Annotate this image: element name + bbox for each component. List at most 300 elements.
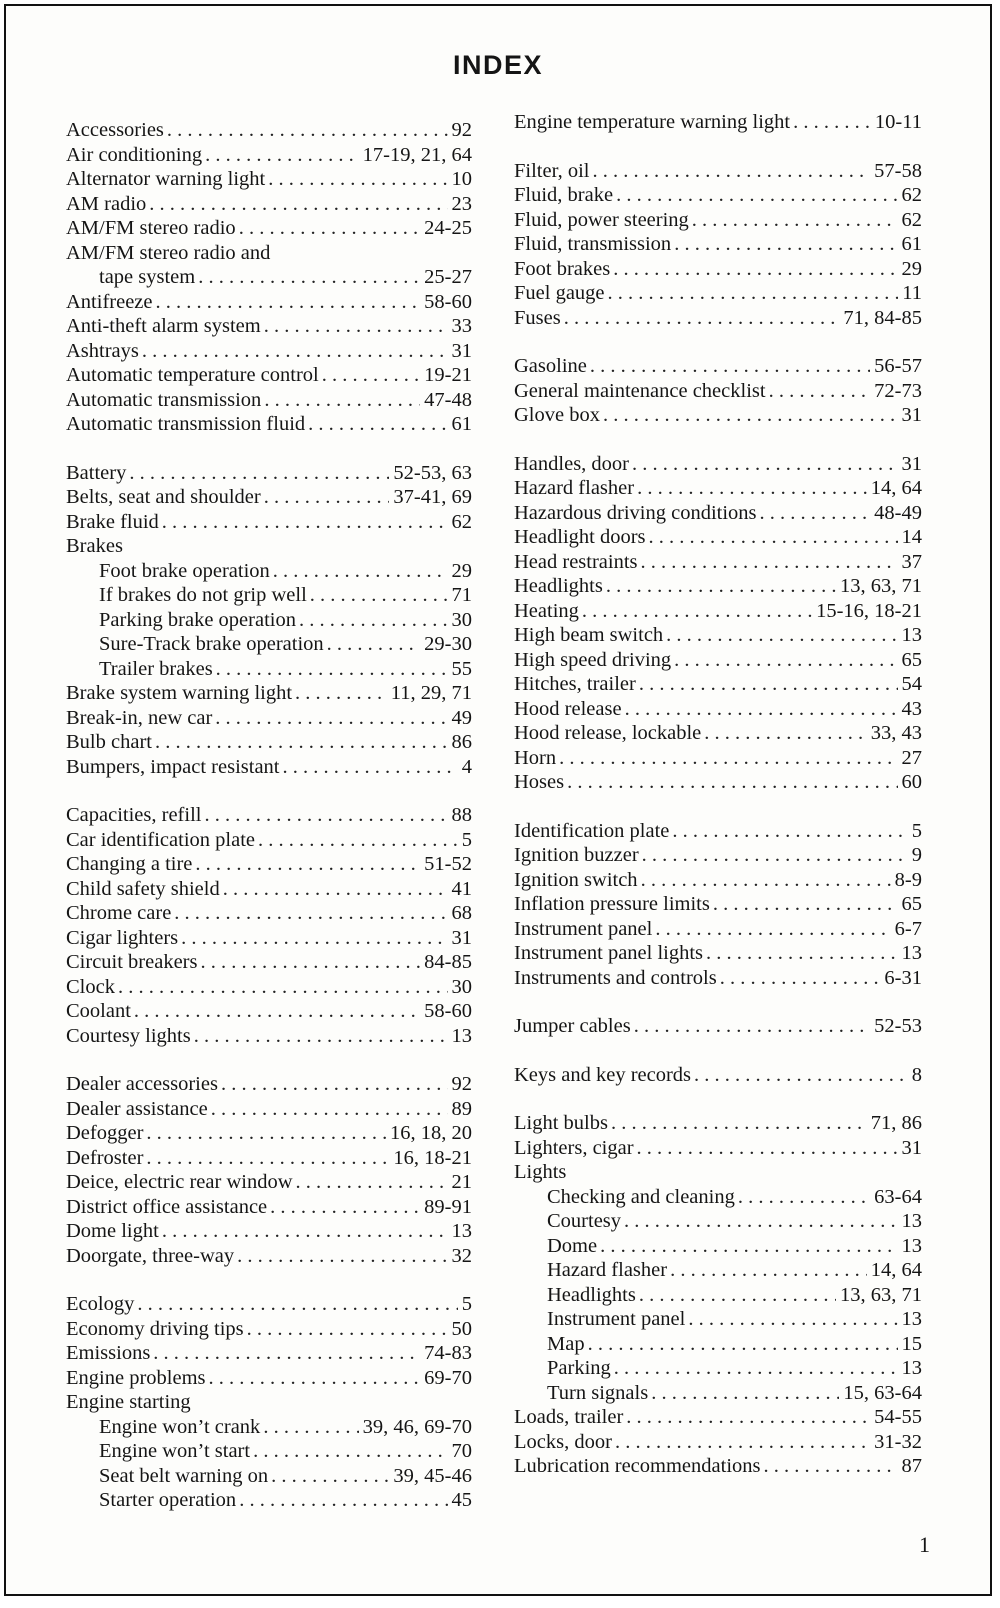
dot-leader [292,681,387,706]
page-title: INDEX [452,50,544,80]
index-entry-label: Engine temperature warning light [514,111,791,133]
index-entry [547,1356,922,1381]
index-entry [66,1317,472,1342]
dot-leader [134,1292,457,1317]
index-entry [514,1014,922,1039]
dot-leader [646,525,898,550]
index-entry [66,1170,472,1195]
index-entry [66,706,472,731]
index-entry-label: Accessories [66,119,164,141]
index-entry [514,574,922,599]
index-entry [514,525,922,550]
index-entry [66,852,472,877]
index-entry [66,290,472,315]
index-entry-pages: 54 [901,673,922,695]
index-entry [66,681,472,706]
index-entry-pages: 13 [901,1357,922,1379]
index-page [4,4,992,1596]
index-entry-label: Instrument panel [514,917,653,940]
dot-leader [192,852,420,877]
index-entry-label: Belts, seat and shoulder [66,486,261,508]
index-entry [514,1160,922,1185]
index-entry [99,608,472,633]
index-entry-label: Air conditioning [66,143,203,166]
index-entry-pages: 14 [901,526,922,548]
index-entry-pages: 33, 43 [870,722,922,744]
index-entry [514,208,922,233]
index-entry-label: Dome light [66,1220,159,1242]
index-entry [547,1381,922,1406]
index-entry-label: Courtesy [547,1210,622,1232]
index-entry-pages: 31 [451,926,472,949]
index-entry [66,461,472,486]
index-entry-pages: 62 [901,184,922,206]
index-entry [514,697,922,722]
index-entry-pages: 31-32 [874,1430,922,1453]
index-entry-pages: 74-83 [424,1342,472,1364]
index-entry-pages: 58-60 [424,1000,472,1022]
index-entry [514,941,922,966]
index-entry [547,1258,922,1283]
index-entry-label: Lubrication recommendations [514,1455,761,1477]
dot-leader [621,1209,897,1234]
index-entry-pages: 71 [451,584,472,606]
dot-leader [623,1405,870,1430]
index-entry-pages: 15-16, 18-21 [816,599,922,622]
dot-leader [611,1356,898,1381]
index-entry [514,1430,922,1455]
index-entry-label: Capacities, refill [66,804,202,826]
dot-leader [685,1307,897,1332]
dot-leader [305,412,447,437]
index-entry-label: Head restraints [514,550,638,573]
index-entry-pages: 33 [451,315,472,337]
index-entry-pages: 58-60 [424,290,472,313]
dot-leader [757,501,871,526]
dot-leader [636,672,898,697]
index-entry-pages: 54-55 [874,1406,922,1428]
index-entry-label: Hazard flasher [514,477,635,499]
index-entry-label: Bumpers, impact resistant [66,755,280,778]
dot-leader [610,257,897,282]
dot-leader [600,403,898,428]
index-entry [514,917,922,942]
index-entry [66,901,472,926]
index-entry-pages: 14, 64 [870,1259,922,1281]
index-entry-label: Automatic transmission fluid [66,413,306,435]
index-entry-pages: 16, 18, 20 [390,1122,472,1144]
index-entry-label: AM/FM stereo radio [66,217,236,239]
index-entry-label: Alternator warning light [66,168,266,190]
dot-leader [564,770,897,795]
index-entry-label: High speed driving [514,648,672,671]
dot-leader [613,183,897,208]
index-entry [66,1072,472,1097]
index-entry-pages: 71, 86 [870,1112,922,1134]
index-entry-label: Horn [514,746,557,769]
index-entry-pages: 6-31 [884,966,922,989]
index-entry-pages: 31 [451,339,472,362]
index-entry-label: Inflation pressure limits [514,893,710,915]
index-entry-label: Lighters, cigar [514,1136,634,1159]
index-entry-pages: 11 [902,282,922,304]
index-entry-pages: 37 [901,550,922,573]
index-entry [514,476,922,501]
index-entry-pages: 24-25 [424,217,472,239]
index-entry-pages: 61 [901,233,922,255]
index-entry-label: Checking and cleaning [547,1185,735,1208]
index-entry-label: Glove box [514,404,600,426]
index-entry-pages: 49 [451,706,472,729]
index-entry-label: Engine starting [66,1391,191,1413]
index-entry [514,281,922,306]
index-entry-label: Gasoline [514,355,587,377]
index-entry [66,803,472,828]
dot-leader [761,1454,898,1479]
index-entry-pages: 69-70 [424,1366,472,1389]
index-entry-pages: 5 [911,819,922,842]
index-entry [514,868,922,893]
index-entry-pages: 72-73 [874,379,922,402]
index-entry-pages: 13 [901,1308,922,1330]
index-entry [547,1185,922,1210]
index-entry [66,1390,472,1415]
index-entry [514,183,922,208]
dot-leader [319,363,420,388]
index-entry [66,975,472,1000]
index-entry-pages: 71, 84-85 [843,306,922,329]
index-entry-label: Automatic temperature control [66,364,319,386]
dot-leader [171,901,447,926]
index-entry [66,216,472,241]
dot-leader [589,159,870,184]
index-entry-pages: 61 [451,413,472,435]
index-entry-label: Brake system warning light [66,682,293,704]
index-entry [514,354,922,379]
index-entry [66,534,472,559]
index-entry-label: Handles, door [514,452,630,475]
dot-leader [212,706,447,731]
index-entry [514,892,922,917]
index-entry-label: Foot brakes [514,257,611,280]
dot-leader [579,599,812,624]
index-entry [66,363,472,388]
index-entry [514,232,922,257]
dot-leader [261,485,390,510]
dot-leader [280,755,458,780]
index-entry-pages: 15, 63-64 [843,1381,922,1404]
dot-leader [131,999,420,1024]
index-entry [514,672,922,697]
index-entry [99,632,472,657]
index-entry-label: Seat belt warning on [99,1464,269,1487]
index-entry-pages: 60 [901,771,922,793]
dot-leader [652,917,890,942]
index-entry-label: Keys and key records [514,1063,692,1086]
index-entry [547,1209,922,1234]
index-entry-pages: 68 [451,902,472,924]
index-entry [547,1307,922,1332]
dot-leader [634,1136,898,1161]
dot-leader [267,1195,420,1220]
dot-leader [638,868,891,893]
dot-leader [191,1024,448,1049]
index-entry-pages: 29-30 [424,633,472,655]
index-entry-pages: 84-85 [424,951,472,973]
index-entry [66,143,472,168]
index-entry-label: Headlights [547,1283,636,1306]
dot-leader [669,819,907,844]
index-entry [66,510,472,535]
dot-leader [143,1146,389,1171]
dot-leader [597,1234,897,1259]
index-entry-pages: 86 [451,731,472,753]
index-entry [514,550,922,575]
index-entry-pages: 14, 64 [870,477,922,499]
dot-leader [587,354,870,379]
dot-leader [139,339,448,364]
dot-leader [717,966,881,991]
dot-leader [631,1014,870,1039]
index-entry-pages: 13 [901,624,922,646]
index-entry [514,966,922,991]
index-entry-pages: 19-21 [424,364,472,386]
index-entry [99,1464,472,1489]
dot-leader [605,281,899,306]
index-entry [66,1146,472,1171]
index-entry-label: Ignition buzzer [514,844,639,866]
index-entry-label: Courtesy lights [66,1024,191,1047]
index-entry [66,314,472,339]
dot-leader [270,559,448,584]
dot-leader [143,1121,386,1146]
index-entry [514,159,922,184]
page-number: 1 [919,1532,930,1557]
dot-leader [178,926,447,951]
index-entry-label: General maintenance checklist [514,379,766,402]
dot-leader [164,118,448,143]
index-entry-pages: 11, 29, 71 [390,682,472,704]
index-entry-label: Child safety shield [66,877,220,900]
index-entry [514,721,922,746]
index-entry [99,1488,472,1513]
index-entry [66,1341,472,1366]
index-entry-pages: 29 [451,559,472,582]
index-entry-pages: 30 [451,608,472,631]
dot-leader [701,721,866,746]
index-entry [99,657,472,682]
index-entry [514,1136,922,1161]
dot-leader [236,216,420,241]
index-entry-label: Circuit breakers [66,951,198,973]
index-entry [99,265,472,290]
index-entry [514,599,922,624]
index-entry-pages: 8 [911,1063,922,1086]
dot-leader [735,1185,870,1210]
index-entry-label: Hood release, lockable [514,722,702,744]
index-entry-label: Parking brake operation [99,608,296,631]
index-entry-pages: 43 [901,697,922,720]
dot-leader [638,550,898,575]
index-entry-pages: 27 [901,746,922,769]
dot-leader [159,1219,448,1244]
index-entry-label: Fluid, power steering [514,208,689,231]
dot-leader [195,265,420,290]
index-entry-pages: 16, 18-21 [393,1146,472,1169]
index-entry-pages: 88 [451,804,472,826]
index-entry-label: Clock [66,975,115,998]
index-entry [547,1234,922,1259]
index-entry-label: Hoses [514,771,565,793]
dot-leader [206,1366,421,1391]
dot-leader [126,461,389,486]
index-entry-label: AM radio [66,192,147,215]
index-entry-label: AM/FM stereo radio and [66,241,271,264]
dot-leader [208,1097,448,1122]
index-entry-label: Hitches, trailer [514,673,636,695]
index-entry-pages: 13, 63, 71 [840,575,922,597]
dot-leader [296,608,448,633]
index-entry-label: Identification plate [514,819,670,842]
index-entry-pages: 5 [461,1293,472,1315]
dot-leader [667,1258,867,1283]
index-entry-pages: 8-9 [894,868,922,891]
index-entry-label: High beam switch [514,624,664,646]
dot-leader [608,1111,867,1136]
index-entry [514,306,922,331]
index-entry-label: If brakes do not grip well [99,584,307,606]
dot-leader [766,379,871,404]
index-entry [66,1024,472,1049]
dot-leader [244,1317,448,1342]
index-entry-pages: 13 [451,1220,472,1242]
index-entry-pages: 70 [451,1440,472,1462]
index-entry-label: Heating [514,599,579,622]
index-entry [99,559,472,584]
index-entry [66,1366,472,1391]
index-entry-pages: 50 [451,1317,472,1340]
index-entry-label: Cigar lighters [66,926,179,949]
dot-leader [198,950,421,975]
index-entry-pages: 31 [901,1136,922,1159]
index-entry-label: Coolant [66,1000,131,1022]
index-entry [99,1415,472,1440]
index-entry [514,648,922,673]
dot-leader [220,877,448,902]
dot-leader [202,143,359,168]
index-entry-pages: 29 [901,257,922,280]
index-entry-label: Dome [547,1234,598,1257]
index-entry [547,1283,922,1308]
index-entry-label: Foot brake operation [99,559,270,582]
index-entry-pages: 92 [451,119,472,141]
index-entry-pages: 39, 45-46 [393,1464,472,1487]
dot-leader [255,828,458,853]
dot-leader [218,1072,448,1097]
dot-leader [261,314,448,339]
index-entry-pages: 57-58 [874,159,922,182]
index-entry-pages: 47-48 [424,388,472,411]
dot-leader [585,1332,898,1357]
index-entry-pages: 10-11 [874,111,922,133]
index-entry-pages: 21 [451,1171,472,1193]
index-entry-label: Car identification plate [66,828,255,851]
index-entry-label: Defogger [66,1122,144,1144]
index-entry-label: District office assistance [66,1195,268,1218]
index-entry-pages: 39, 46, 69-70 [362,1415,472,1438]
index-entry-label: Brakes [66,535,123,557]
index-entry-pages: 45 [451,1489,472,1511]
index-entry-pages: 25-27 [424,266,472,288]
index-entry-label: Chrome care [66,902,172,924]
index-entry-label: Doorgate, three-way [66,1244,235,1267]
index-entry-label: Instrument panel lights [514,942,704,964]
dot-leader [663,623,897,648]
index-entry-label: Changing a tire [66,853,193,875]
index-entry-pages: 13, 63, 71 [840,1283,922,1306]
dot-leader [671,232,897,257]
index-entry-pages: 62 [901,208,922,231]
dot-leader [689,208,898,233]
dot-leader [293,1170,448,1195]
index-entry-label: Battery [66,461,127,484]
dot-leader [213,657,448,682]
index-entry-pages: 52-53, 63 [393,461,472,484]
index-entry [514,746,922,771]
index-entry-pages: 55 [451,657,472,680]
index-entry [66,412,472,437]
index-entry [99,583,472,608]
index-entry-pages: 13 [901,1210,922,1232]
index-entry [66,999,472,1024]
index-entry-label: Loads, trailer [514,1406,624,1428]
index-entry-pages: 31 [901,452,922,475]
index-entry-label: Break-in, new car [66,706,213,729]
dot-leader [561,306,840,331]
index-entry-label: Fluid, transmission [514,233,672,255]
index-entry-label: Ecology [66,1293,135,1315]
index-entry-pages: 30 [451,975,472,998]
dot-leader [612,1430,870,1455]
index-entry-label: Light bulbs [514,1112,608,1134]
index-entry-pages: 62 [451,510,472,533]
index-entry [514,843,922,868]
index-entry-pages: 92 [451,1073,472,1095]
index-entry [66,485,472,510]
index-entry-pages: 37-41, 69 [393,486,472,508]
index-entry-label: Economy driving tips [66,1317,244,1340]
index-entry-pages: 17-19, 21, 64 [362,143,472,166]
index-entry-pages: 63-64 [874,1185,922,1208]
index-entry-pages: 5 [461,828,472,851]
index-entry-pages: 13 [451,1024,472,1047]
index-entry-label: Map [547,1332,585,1355]
index-entry-label: tape system [99,266,196,288]
index-entry-pages: 51-52 [424,853,472,875]
dot-leader [268,1464,389,1489]
index-entry-label: Instrument panel [547,1308,686,1330]
dot-leader [234,1244,447,1269]
index-entry [66,1219,472,1244]
index-entry-pages: 65 [901,648,922,671]
index-entry-label: Filter, oil [514,159,590,182]
dot-leader [150,1341,420,1366]
index-entry [514,770,922,795]
index-entry-label: Trailer brakes [99,657,213,680]
dot-leader [324,632,421,657]
dot-leader [153,290,421,315]
index-entry-pages: 13 [901,942,922,964]
